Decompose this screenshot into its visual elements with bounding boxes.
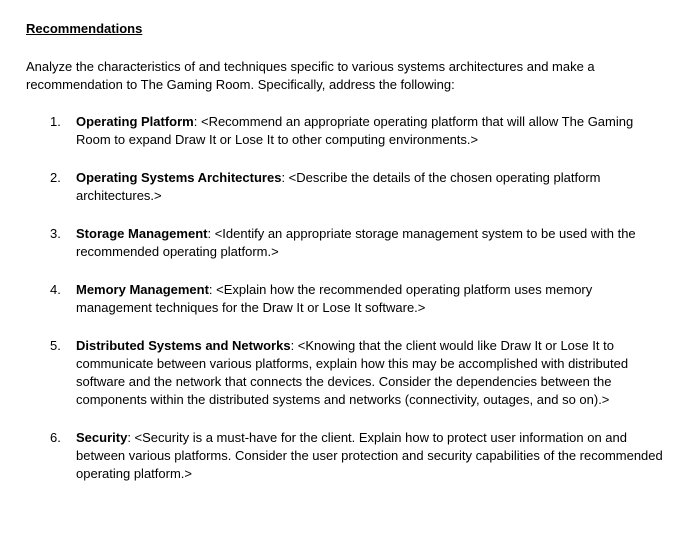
recommendation-list [26,113,671,503]
list-item-distributed-systems [26,337,671,409]
list-item-term: Storage Management [76,226,208,241]
list-item-term: Operating Platform [76,114,194,129]
list-item-description: : <Recommend an appropriate operating platform that will allow The Gaming Room to expand Draw It or Lose It to other computing environments.> [76,114,634,147]
list-item-number: 2. [50,170,61,185]
list-item-description: : <Security is a must-have for the client. Explain how to protect user information on and between various platforms. Consider the user protection and security capabilities of the recommended operating platform.> [76,430,663,481]
section-heading: Recommendations [26,21,143,36]
list-item-description: : <Explain how the recommended operating platform uses memory management techniques for the Draw It or Lose It software.> [76,282,593,315]
list-item-number: 3. [50,226,61,241]
list-item-operating-platform [26,113,671,149]
list-item-term: Memory Management [76,282,209,297]
list-item-security [26,429,671,483]
list-item-description: : <Describe the details of the chosen operating platform architectures.> [76,170,601,203]
list-item-number: 5. [50,338,61,353]
list-item-os-architectures [26,169,671,205]
list-item-memory-management [26,281,671,317]
list-item-description: : <Knowing that the client would like Draw It or Lose It to communicate between various platforms, explain how this may be accomplished with distributed software and the network that connects the devices. Consider the dependencies between the components within the distributed systems and networks (connectivity, outages, and so on).> [76,338,629,407]
list-item-number: 4. [50,282,61,297]
list-item-description: : <Identify an appropriate storage management system to be used with the recommended operating platform.> [76,226,636,259]
list-item-term: Security [76,430,128,445]
intro-paragraph: Analyze the characteristics of and techniques specific to various systems architectures and make a recommendation to The Gaming Room. Specifically, address the following: [26,59,595,92]
list-item-term: Operating Systems Architectures [76,170,282,185]
list-item-term: Distributed Systems and Networks [76,338,291,353]
list-item-number: 1. [50,114,61,129]
list-item-storage-management [26,225,671,261]
list-item-number: 6. [50,430,61,445]
